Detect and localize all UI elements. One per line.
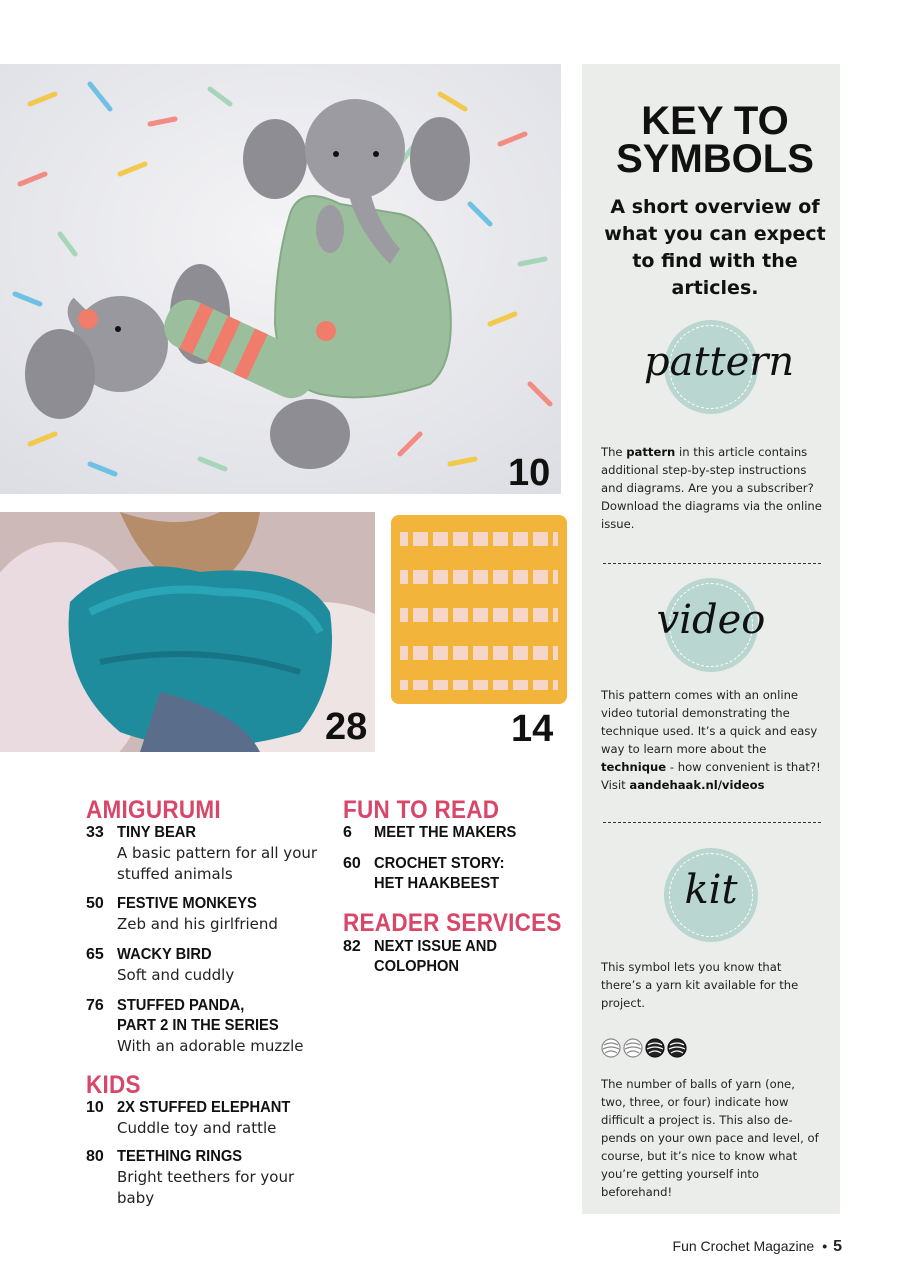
list-item[interactable] [343, 937, 583, 977]
entry-title: TINY BEAR [117, 824, 197, 841]
page-footer [673, 1238, 842, 1256]
entry-page: 6 [343, 824, 352, 841]
divider [603, 563, 821, 564]
pattern-badge-icon [644, 320, 795, 414]
key-to-symbols-panel [582, 64, 840, 1214]
video-description: This pattern comes with an online video tutorial demonstrating the technique used. It’s a quick and easy way to learn more about the technique - how convenient is that?! Visit aandehaak.nl/videos [601, 688, 821, 792]
entry-page: 82 [343, 938, 361, 955]
entry-desc: With an adorable muzzle [117, 1037, 304, 1055]
section-reader-services: READER SERVICES [343, 909, 562, 937]
entry-desc: A basic pattern for all your stuffed animals [117, 844, 318, 883]
section-fun-to-read: FUN TO READ [343, 796, 500, 824]
list-item[interactable] [86, 1098, 326, 1139]
list-item[interactable] [86, 823, 326, 885]
list-item[interactable] [86, 1147, 326, 1209]
section-kids: KIDS [86, 1071, 141, 1099]
entry-page: 80 [86, 1148, 104, 1165]
list-item[interactable] [86, 894, 326, 935]
badge-label: video [656, 597, 766, 643]
pattern-description: The pattern in this article contains additional step-by-step instructions and diagrams. Are you a subscriber? Download the diagrams via the online issue. [601, 445, 822, 531]
section-amigurumi: AMIGURUMI [86, 796, 221, 824]
entry-desc: Cuddle toy and rattle [117, 1119, 277, 1137]
pillow-photo [388, 512, 570, 707]
entry-page: 50 [86, 895, 104, 912]
list-item[interactable] [86, 945, 326, 986]
photo-page-number: 14 [511, 708, 554, 750]
list-item[interactable] [343, 823, 583, 843]
badge-label: kit [684, 867, 738, 913]
photo-page-number: 28 [325, 706, 368, 748]
entry-title: STUFFED PANDA, PART 2 IN THE SERIES [117, 997, 279, 1034]
entry-title: FESTIVE MONKEYS [117, 895, 257, 912]
entry-page: 65 [86, 946, 104, 963]
entry-page: 76 [86, 997, 104, 1014]
video-badge-icon [656, 578, 766, 672]
badge-label: pattern [644, 339, 795, 385]
entry-desc: Soft and cuddly [117, 966, 235, 984]
entry-title: CROCHET STORY: HET HAAKBEEST [374, 855, 505, 892]
kit-description: This symbol lets you know that there’s a yarn kit available for the project. [601, 960, 799, 1010]
photo-page-number: 10 [508, 452, 551, 494]
page-number: 5 [833, 1238, 842, 1255]
entry-desc: Zeb and his girlfriend [117, 915, 278, 933]
key-title: KEY TO SYMBOLS [616, 99, 814, 181]
entry-title: MEET THE MAKERS [374, 824, 517, 841]
kit-badge-icon [664, 848, 758, 942]
entry-title: WACKY BIRD [117, 946, 212, 963]
entry-page: 10 [86, 1099, 104, 1116]
entry-page: 60 [343, 855, 361, 872]
key-subtitle: A short overview of what you can expect to find with the articles. [604, 196, 826, 299]
footer-bullet: • [822, 1238, 828, 1254]
list-item[interactable] [343, 854, 583, 894]
elephant-photo [0, 64, 561, 494]
entry-title: 2X STUFFED ELEPHANT [117, 1099, 291, 1116]
list-item[interactable] [86, 996, 326, 1057]
yarn-description: The number of balls of yarn (one, two, three, or four) indicate how difficult a project is. This also de-pends on your own pace and level, of course, but it’s nice to know what you’re getting yourself into beforehand! [601, 1077, 819, 1199]
yarn-balls-icon [601, 1036, 701, 1060]
entry-desc: Bright teethers for your baby [117, 1168, 295, 1207]
entry-title: TEETHING RINGS [117, 1148, 243, 1165]
divider [603, 822, 821, 823]
entry-page: 33 [86, 824, 104, 841]
entry-title: NEXT ISSUE AND COLOPHON [374, 938, 497, 975]
magazine-name: Fun Crochet Magazine [672, 1238, 815, 1254]
cowl-photo [0, 512, 375, 752]
